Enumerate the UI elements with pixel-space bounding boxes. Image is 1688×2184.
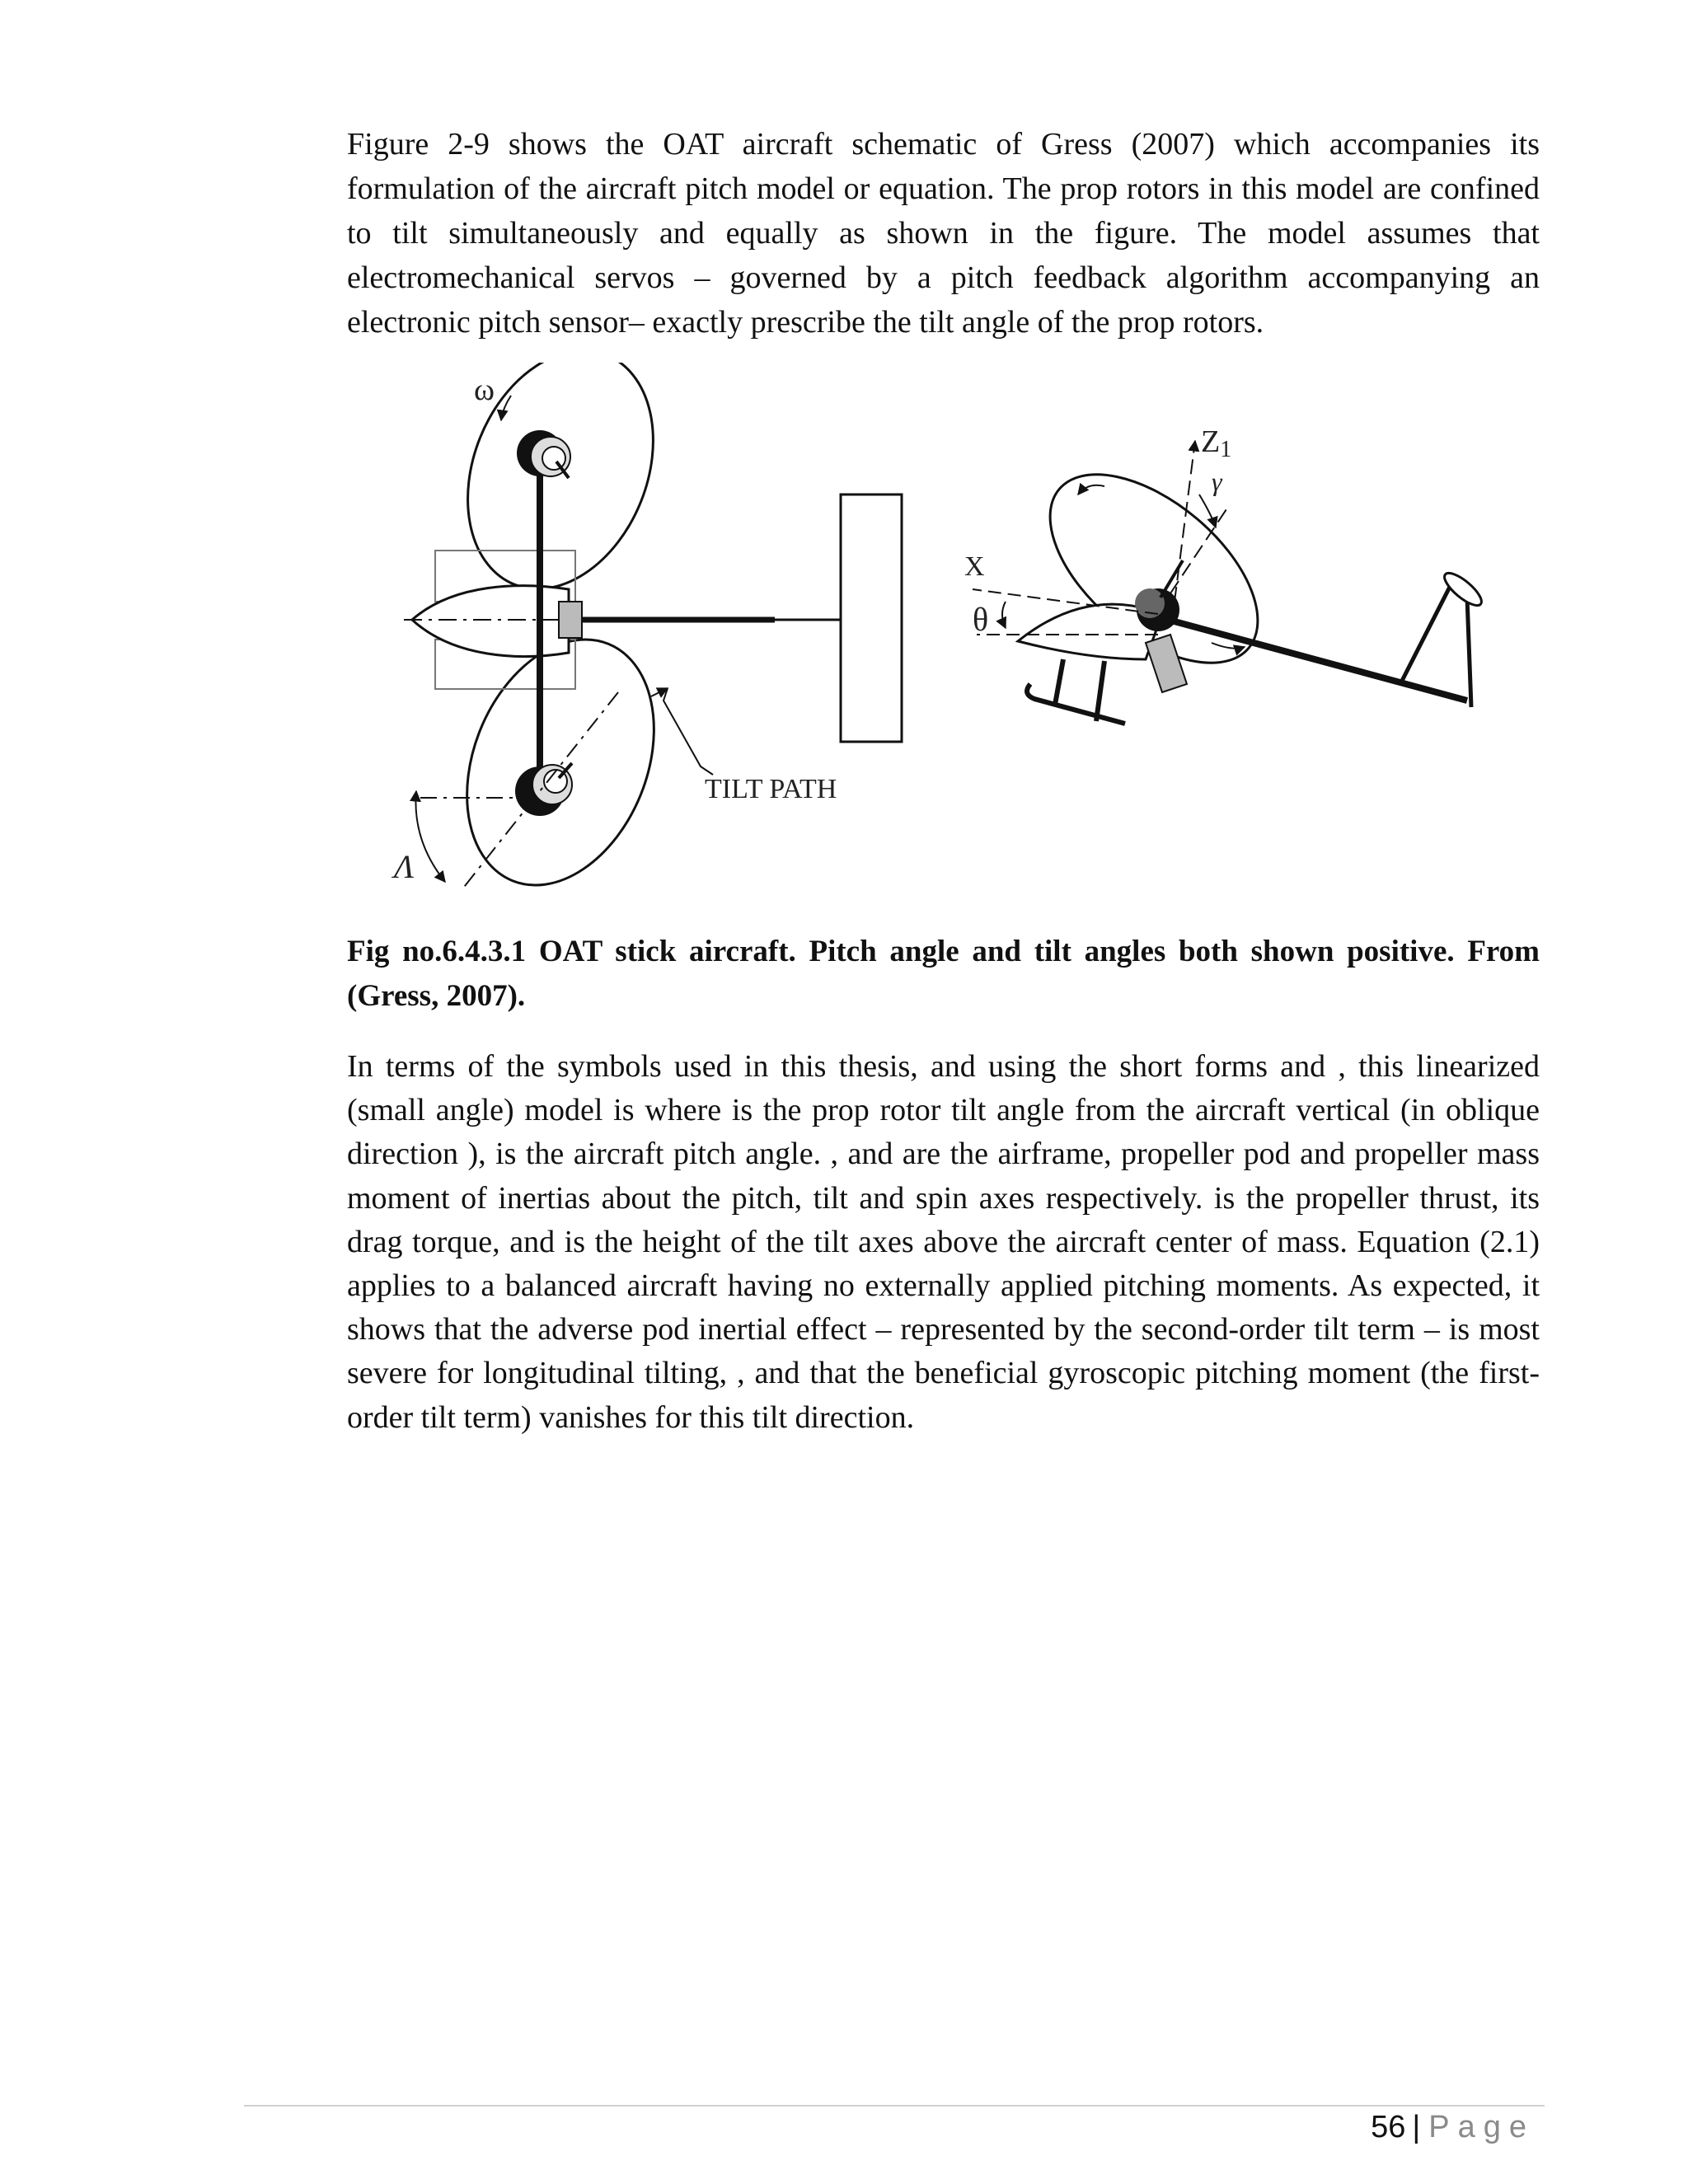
lambda-label: Λ	[394, 848, 415, 885]
oat-aircraft-schematic	[379, 363, 1533, 907]
x-axis-label: X	[964, 551, 985, 582]
page-footer	[1371, 2110, 1535, 2145]
figure-caption: Fig no.6.4.3.1 OAT stick aircraft. Pitch angle and tilt angles both shown positive. From (Gress, 2007).	[347, 935, 1540, 1013]
footer-divider	[244, 2105, 1545, 2107]
z1-subscript: 1	[1220, 437, 1232, 462]
gamma-label: γ	[1212, 466, 1222, 496]
intro-paragraph: Figure 2-9 shows the OAT aircraft schematic of Gress (2007) which accompanies its formulation of the aircraft pitch model or equation. The prop rotors in this model are confined to tilt simultaneously and equally as shown in the figure. The model assumes that electromechanical servos – governed by a pitch feedback algorithm accompanying an electronic pitch sensor– exactly prescribe the tilt angle of the prop rotors.	[347, 127, 1540, 340]
lower-rotor-disk	[433, 612, 689, 907]
body-paragraph: In terms of the symbols used in this thesis, and using the short forms and , this linearized (small angle) model is where is the prop rotor tilt angle from the aircraft vertical (in oblique direction ), is the aircraft pitch angle. , and are the airframe, propeller pod and propeller mass moment of inertias about the pitch, tilt and spin axes respectively. is the propeller thrust, its drag torque, and is the height of the tilt axes above the aircraft center of mass. Equation (2.1) applies to a balanced aircraft having no externally applied pitching moments. As expected, it shows that the adverse pod inertial effect – represented by the second-order tilt term – is most severe for longitudinal tilting, , and that the beneficial gyroscopic pitching moment (the first-order tilt term) vanishes for this tilt direction.	[347, 1049, 1540, 1435]
upper-pod	[517, 430, 570, 478]
top-view-drawing	[391, 363, 902, 907]
page-number: 56	[1371, 2110, 1406, 2144]
side-view-drawing	[964, 424, 1486, 724]
page-word: Page	[1428, 2110, 1535, 2144]
footer-separator: |	[1412, 2110, 1421, 2144]
tilt-path-label: TILT PATH	[705, 774, 837, 804]
upper-rotor-disk	[434, 363, 687, 616]
z1-label	[1201, 424, 1231, 462]
tail-plane	[841, 494, 902, 742]
z1-letter: Z	[1201, 424, 1221, 459]
lower-pod	[515, 763, 572, 816]
theta-label: θ	[973, 601, 989, 638]
omega-label: ω	[474, 373, 495, 407]
